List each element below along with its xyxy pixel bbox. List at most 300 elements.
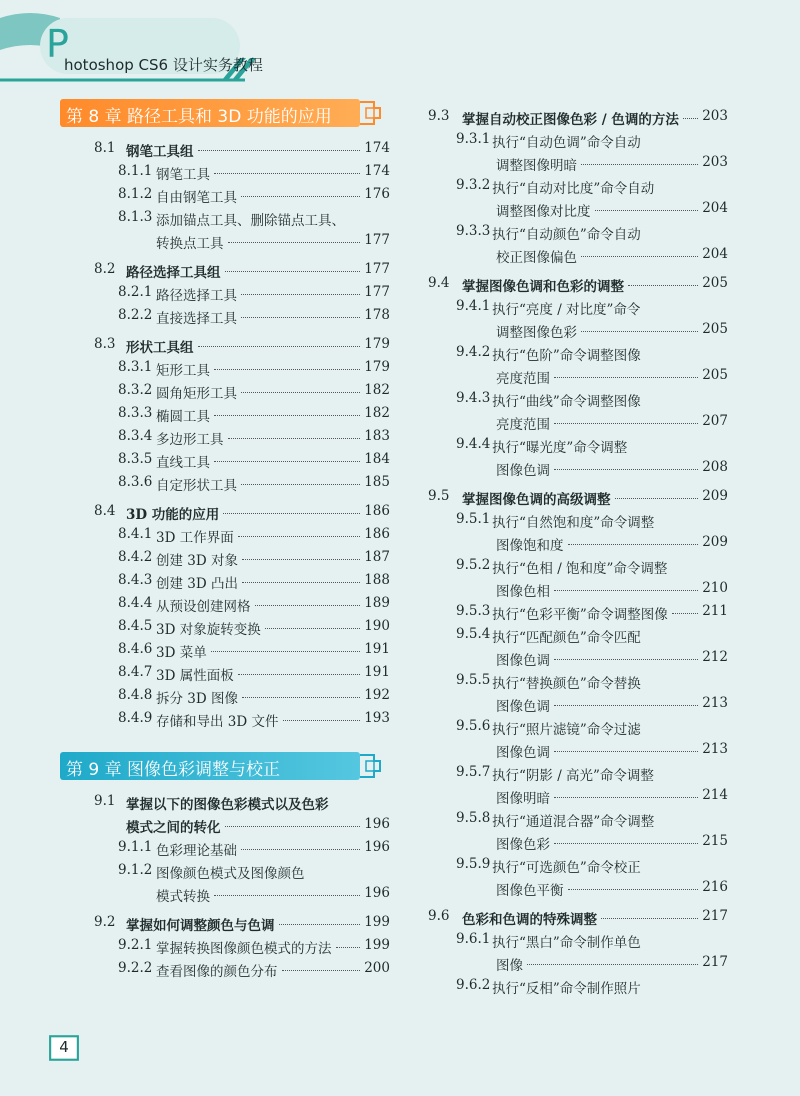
toc-entry-title: 创建 3D 凸出 [156, 576, 238, 592]
toc-entry-page: 209 [702, 534, 728, 550]
toc-entry [428, 879, 728, 902]
toc-leader-dots [336, 946, 360, 948]
toc-entry-title: 查看图像的颜色分布 [156, 964, 278, 980]
toc-entry-page: 192 [364, 687, 390, 703]
toc-entry-number: 9.5.9 [456, 856, 491, 872]
left-column [60, 98, 390, 983]
toc-entry-title: 钢笔工具组 [126, 144, 194, 160]
chapter-9-toc-continued [428, 108, 728, 1000]
toc-entry-number: 9.5.7 [456, 764, 491, 780]
toc-entry [60, 526, 390, 549]
toc-entry-number: 9.2.2 [118, 960, 153, 976]
toc-entry [428, 672, 728, 695]
toc-leader-dots [214, 172, 360, 174]
toc-entry-number: 8.3.3 [118, 405, 153, 421]
toc-entry-number: 8.4.3 [118, 572, 153, 588]
toc-leader-dots [581, 163, 698, 165]
toc-entry-page: 177 [364, 232, 390, 248]
toc-entry-number: 9.6.2 [456, 977, 491, 993]
toc-entry-title: 图像 [496, 958, 523, 974]
toc-entry [60, 474, 390, 497]
toc-entry-page: 184 [364, 451, 390, 467]
toc-entry [60, 687, 390, 710]
toc-leader-dots [241, 316, 360, 318]
toc-entry [428, 649, 728, 672]
toc-entry-number: 9.5.3 [456, 603, 491, 619]
toc-entry-page: 187 [364, 549, 390, 565]
toc-entry-title: 拆分 3D 图像 [156, 691, 238, 707]
toc-entry-title: 3D 属性面板 [156, 668, 234, 684]
toc-entry-title: 创建 3D 对象 [156, 553, 238, 569]
toc-leader-dots [615, 497, 698, 499]
toc-entry-page: 211 [702, 603, 728, 619]
toc-entry-title: 调整图像色彩 [496, 325, 577, 341]
toc-entry-page: 196 [364, 885, 390, 901]
toc-entry-page: 209 [702, 488, 728, 504]
toc-entry-title: 图像色调 [496, 463, 550, 479]
toc-entry [428, 718, 728, 741]
toc-entry-title: 路径选择工具组 [126, 265, 221, 281]
toc-leader-dots [265, 627, 360, 629]
toc-entry-number: 9.5.5 [456, 672, 491, 688]
toc-entry-number: 8.4.6 [118, 641, 153, 657]
toc-entry [428, 977, 728, 1000]
toc-entry-page: 188 [364, 572, 390, 588]
toc-entry-page: 189 [364, 595, 390, 611]
toc-entry-number: 8.4.5 [118, 618, 153, 634]
toc-leader-dots [554, 750, 698, 752]
toc-leader-dots [198, 345, 360, 347]
toc-entry [60, 163, 390, 186]
toc-entry-title: 亮度范围 [496, 417, 550, 433]
toc-entry [428, 931, 728, 954]
chapter-9-title: 第 9 章 图像色彩调整与校正 [66, 760, 281, 780]
toc-entry-page: 207 [702, 413, 728, 429]
toc-leader-dots [211, 650, 360, 652]
toc-entry-title: 添加锚点工具、删除锚点工具、 [156, 213, 345, 229]
toc-entry-number: 9.5.6 [456, 718, 491, 734]
toc-entry-title: 图像色调 [496, 699, 550, 715]
toc-entry-title: 掌握自动校正图像色彩 / 色调的方法 [462, 112, 679, 128]
toc-entry-page: 199 [364, 937, 390, 953]
toc-entry-number: 9.2.1 [118, 937, 153, 953]
toc-entry-number: 8.4.8 [118, 687, 153, 703]
toc-entry [60, 307, 390, 330]
toc-entry-number: 9.5.8 [456, 810, 491, 826]
chapter-9-banner [60, 751, 390, 783]
toc-entry [428, 603, 728, 626]
toc-entry [60, 232, 390, 255]
toc-leader-dots [223, 512, 360, 514]
toc-leader-dots [198, 149, 360, 151]
toc-entry-title: 校正图像偏色 [496, 250, 577, 266]
toc-entry-number: 9.5.4 [456, 626, 491, 642]
toc-leader-dots [581, 255, 698, 257]
toc-entry [428, 810, 728, 833]
toc-leader-dots [672, 612, 698, 614]
chapter-8-banner [60, 98, 390, 130]
toc-entry [428, 436, 728, 459]
toc-entry-number: 8.1 [94, 140, 116, 156]
toc-entry-title: 3D 功能的应用 [126, 507, 220, 523]
toc-entry [60, 284, 390, 307]
toc-entry-page: 183 [364, 428, 390, 444]
toc-entry-page: 190 [364, 618, 390, 634]
toc-leader-dots [241, 483, 360, 485]
toc-entry-title: 图像色调 [496, 653, 550, 669]
toc-entry-title: 图像颜色模式及图像颜色 [156, 866, 305, 882]
toc-entry-page: 186 [364, 503, 390, 519]
toc-entry-title: 椭圆工具 [156, 409, 210, 425]
toc-entry [428, 580, 728, 603]
toc-entry [428, 131, 728, 154]
toc-entry-title: 执行“色彩平衡”命令调整图像 [492, 607, 668, 623]
header-decoration [0, 0, 800, 90]
toc-entry [428, 223, 728, 246]
banner-ornament-icon [360, 751, 382, 781]
toc-entry-page: 215 [702, 833, 728, 849]
toc-entry-title: 直线工具 [156, 455, 210, 471]
toc-entry-title: 自定形状工具 [156, 478, 237, 494]
toc-entry-title: 执行“亮度 / 对比度”命令 [492, 302, 641, 318]
chapter-9-toc [60, 793, 390, 983]
toc-entry-title: 执行“曲线”命令调整图像 [492, 394, 641, 410]
toc-entry-title: 存储和导出 3D 文件 [156, 714, 279, 730]
toc-entry [60, 595, 390, 618]
toc-entry-title: 色彩和色调的特殊调整 [462, 912, 597, 928]
toc-entry [60, 641, 390, 664]
toc-leader-dots [241, 848, 360, 850]
toc-leader-dots [282, 969, 360, 971]
toc-entry [428, 367, 728, 390]
toc-entry-title: 图像色调 [496, 745, 550, 761]
toc-leader-dots [279, 923, 360, 925]
toc-entry [60, 261, 390, 284]
toc-entry-number: 9.1.1 [118, 839, 153, 855]
toc-entry-number: 9.6.1 [456, 931, 491, 947]
toc-entry [428, 534, 728, 557]
toc-entry [60, 451, 390, 474]
toc-entry-page: 212 [702, 649, 728, 665]
toc-leader-dots [214, 460, 360, 462]
toc-leader-dots [238, 535, 360, 537]
toc-entry-number: 8.4.1 [118, 526, 153, 542]
toc-entry-page: 176 [364, 186, 390, 202]
toc-entry-title: 转换点工具 [156, 236, 224, 252]
toc-entry [60, 572, 390, 595]
toc-leader-dots [554, 842, 698, 844]
toc-leader-dots [568, 888, 698, 890]
toc-entry-page: 177 [364, 261, 390, 277]
toc-entry [60, 914, 390, 937]
toc-entry-title: 执行“色相 / 饱和度”命令调整 [492, 561, 668, 577]
toc-leader-dots [601, 917, 698, 919]
toc-entry-page: 217 [702, 954, 728, 970]
toc-entry-title: 掌握转换图像颜色模式的方法 [156, 941, 332, 957]
toc-entry-number: 9.6 [428, 908, 450, 924]
toc-leader-dots [242, 581, 360, 583]
toc-entry-title: 直接选择工具 [156, 311, 237, 327]
toc-entry [428, 954, 728, 977]
toc-entry-page: 179 [364, 359, 390, 375]
toc-entry [60, 793, 390, 816]
toc-entry-page: 196 [364, 816, 390, 832]
toc-entry-number: 8.4.7 [118, 664, 153, 680]
toc-entry [60, 405, 390, 428]
toc-entry-page: 205 [702, 321, 728, 337]
toc-leader-dots [554, 658, 698, 660]
toc-entry [428, 246, 728, 269]
toc-entry-page: 205 [702, 275, 728, 291]
toc-entry-title: 图像色平衡 [496, 883, 564, 899]
toc-entry-number: 9.1 [94, 793, 116, 809]
toc-entry [428, 511, 728, 534]
toc-entry-page: 216 [702, 879, 728, 895]
toc-leader-dots [527, 963, 698, 965]
toc-entry-title: 掌握图像色调和色彩的调整 [462, 279, 624, 295]
banner-ornament-icon [360, 98, 382, 128]
toc-entry [428, 695, 728, 718]
toc-entry-title: 执行“通道混合器”命令调整 [492, 814, 655, 830]
toc-entry [428, 787, 728, 810]
toc-entry-title: 3D 对象旋转变换 [156, 622, 261, 638]
toc-leader-dots [214, 894, 360, 896]
toc-entry-number: 8.3 [94, 336, 116, 352]
toc-entry-page: 191 [364, 641, 390, 657]
toc-entry-page: 208 [702, 459, 728, 475]
toc-entry-page: 214 [702, 787, 728, 803]
toc-entry-number: 9.3.2 [456, 177, 491, 193]
toc-leader-dots [214, 414, 360, 416]
toc-leader-dots [554, 704, 698, 706]
toc-entry [60, 937, 390, 960]
toc-entry [60, 359, 390, 382]
toc-entry-title: 掌握以下的图像色彩模式以及色彩 [126, 797, 329, 813]
toc-entry-page: 213 [702, 695, 728, 711]
toc-entry-title: 执行“自动色调”命令自动 [492, 135, 641, 151]
toc-entry [428, 275, 728, 298]
toc-entry-title: 路径选择工具 [156, 288, 237, 304]
toc-entry-number: 8.4.2 [118, 549, 153, 565]
toc-leader-dots [554, 468, 698, 470]
page-header [0, 0, 800, 90]
toc-entry-number: 9.5.2 [456, 557, 491, 573]
toc-entry-page: 196 [364, 839, 390, 855]
toc-leader-dots [242, 696, 360, 698]
toc-entry [428, 764, 728, 787]
toc-entry-number: 9.5.1 [456, 511, 491, 527]
toc-entry [60, 382, 390, 405]
toc-entry-title: 模式之间的转化 [126, 820, 221, 836]
toc-entry-number: 8.3.2 [118, 382, 153, 398]
toc-leader-dots [568, 543, 698, 545]
toc-leader-dots [595, 209, 698, 211]
toc-entry [428, 908, 728, 931]
toc-leader-dots [228, 241, 360, 243]
toc-entry [428, 488, 728, 511]
toc-entry-number: 9.4.4 [456, 436, 491, 452]
toc-entry-title: 执行“匹配颜色”命令匹配 [492, 630, 641, 646]
right-column [428, 102, 728, 1000]
toc-entry-title: 执行“色阶”命令调整图像 [492, 348, 641, 364]
header-initial: P [46, 22, 69, 66]
toc-entry-title: 色彩理论基础 [156, 843, 237, 859]
toc-entry-page: 191 [364, 664, 390, 680]
toc-entry-title: 执行“阴影 / 高光”命令调整 [492, 768, 654, 784]
toc-entry-page: 179 [364, 336, 390, 352]
toc-entry-number: 9.4.2 [456, 344, 491, 360]
toc-entry-page: 199 [364, 914, 390, 930]
toc-leader-dots [225, 270, 360, 272]
toc-entry-number: 8.3.6 [118, 474, 153, 490]
toc-entry-page: 200 [364, 960, 390, 976]
toc-entry [60, 664, 390, 687]
toc-entry-page: 213 [702, 741, 728, 757]
toc-entry-title: 自由钢笔工具 [156, 190, 237, 206]
toc-entry-number: 9.5 [428, 488, 450, 504]
toc-entry [428, 741, 728, 764]
toc-entry-title: 执行“替换颜色”命令替换 [492, 676, 641, 692]
toc-entry [60, 209, 390, 232]
toc-entry-number: 9.4 [428, 275, 450, 291]
toc-entry [60, 960, 390, 983]
toc-entry [60, 862, 390, 885]
toc-entry-title: 执行“黑白”命令制作单色 [492, 935, 641, 951]
toc-leader-dots [228, 437, 360, 439]
toc-entry [428, 177, 728, 200]
toc-entry-page: 204 [702, 246, 728, 262]
toc-entry-page: 177 [364, 284, 390, 300]
toc-entry-number: 8.2 [94, 261, 116, 277]
toc-leader-dots [554, 589, 698, 591]
toc-entry-page: 174 [364, 140, 390, 156]
toc-entry-title: 图像饱和度 [496, 538, 564, 554]
toc-entry [428, 321, 728, 344]
toc-leader-dots [554, 376, 698, 378]
toc-entry [60, 710, 390, 733]
toc-leader-dots [214, 368, 360, 370]
toc-entry-number: 9.2 [94, 914, 116, 930]
page-number: 4 [59, 1038, 69, 1056]
toc-entry [428, 200, 728, 223]
toc-entry [428, 390, 728, 413]
toc-entry [428, 626, 728, 649]
toc-entry [60, 885, 390, 908]
toc-entry-title: 多边形工具 [156, 432, 224, 448]
toc-leader-dots [238, 673, 360, 675]
toc-entry-number: 9.3.1 [456, 131, 491, 147]
toc-entry-title: 执行“曝光度”命令调整 [492, 440, 628, 456]
toc-entry-title: 钢笔工具 [156, 167, 210, 183]
toc-entry [428, 856, 728, 879]
toc-entry-page: 182 [364, 382, 390, 398]
toc-entry [60, 140, 390, 163]
toc-entry-page: 185 [364, 474, 390, 490]
toc-entry [428, 557, 728, 580]
toc-entry-number: 8.1.1 [118, 163, 153, 179]
toc-entry-page: 182 [364, 405, 390, 421]
toc-leader-dots [242, 558, 360, 560]
toc-entry-number: 8.3.1 [118, 359, 153, 375]
toc-entry-number: 8.1.3 [118, 209, 153, 225]
chapter-8-title: 第 8 章 路径工具和 3D 功能的应用 [66, 107, 332, 127]
toc-leader-dots [255, 604, 360, 606]
toc-leader-dots [554, 422, 698, 424]
toc-entry-number: 9.3 [428, 108, 450, 124]
toc-entry-title: 执行“可选颜色”命令校正 [492, 860, 641, 876]
toc-entry-title: 执行“自动颜色”命令自动 [492, 227, 641, 243]
toc-entry-page: 210 [702, 580, 728, 596]
toc-entry-number: 8.4.4 [118, 595, 153, 611]
toc-entry [60, 503, 390, 526]
toc-leader-dots [628, 284, 698, 286]
toc-entry-page: 193 [364, 710, 390, 726]
toc-entry-page: 204 [702, 200, 728, 216]
toc-entry [60, 816, 390, 839]
toc-entry-page: 203 [702, 154, 728, 170]
toc-entry-title: 3D 工作界面 [156, 530, 234, 546]
toc-entry-page: 174 [364, 163, 390, 179]
toc-entry [60, 186, 390, 209]
toc-entry-page: 205 [702, 367, 728, 383]
toc-entry-number: 8.1.2 [118, 186, 153, 202]
toc-entry [428, 459, 728, 482]
toc-entry-title: 3D 菜单 [156, 645, 207, 661]
toc-entry [60, 549, 390, 572]
toc-leader-dots [241, 391, 360, 393]
toc-entry-page: 203 [702, 108, 728, 124]
toc-entry-title: 执行“自然饱和度”命令调整 [492, 515, 655, 531]
toc-entry-title: 调整图像对比度 [496, 204, 591, 220]
toc-leader-dots [283, 719, 360, 721]
toc-entry [428, 298, 728, 321]
toc-entry-number: 8.2.2 [118, 307, 153, 323]
toc-entry-title: 亮度范围 [496, 371, 550, 387]
toc-entry [60, 336, 390, 359]
toc-leader-dots [683, 117, 698, 119]
toc-entry-title: 形状工具组 [126, 340, 194, 356]
toc-entry-number: 8.4 [94, 503, 116, 519]
toc-entry [60, 839, 390, 862]
toc-entry-title: 矩形工具 [156, 363, 210, 379]
toc-entry-title: 掌握如何调整颜色与色调 [126, 918, 275, 934]
toc-entry-title: 从预设创建网格 [156, 599, 251, 615]
toc-leader-dots [241, 195, 360, 197]
toc-entry-number: 8.3.4 [118, 428, 153, 444]
toc-entry [428, 833, 728, 856]
toc-entry [428, 154, 728, 177]
toc-leader-dots [554, 796, 698, 798]
toc-entry-title: 模式转换 [156, 889, 210, 905]
toc-entry-page: 217 [702, 908, 728, 924]
toc-entry [60, 618, 390, 641]
toc-entry [428, 413, 728, 436]
toc-entry-number: 9.3.3 [456, 223, 491, 239]
toc-leader-dots [241, 293, 360, 295]
book-title: hotoshop CS6 设计实务教程 [64, 56, 263, 74]
toc-leader-dots [581, 330, 698, 332]
toc-entry-title: 执行“自动对比度”命令自动 [492, 181, 655, 197]
toc-entry-title: 执行“反相”命令制作照片 [492, 981, 641, 997]
toc-entry-page: 178 [364, 307, 390, 323]
toc-entry-number: 8.2.1 [118, 284, 153, 300]
toc-entry-title: 掌握图像色调的高级调整 [462, 492, 611, 508]
toc-entry-title: 圆角矩形工具 [156, 386, 237, 402]
toc-entry-title: 图像色彩 [496, 837, 550, 853]
toc-entry-number: 9.4.3 [456, 390, 491, 406]
toc-entry-title: 图像明暗 [496, 791, 550, 807]
toc-entry [428, 344, 728, 367]
